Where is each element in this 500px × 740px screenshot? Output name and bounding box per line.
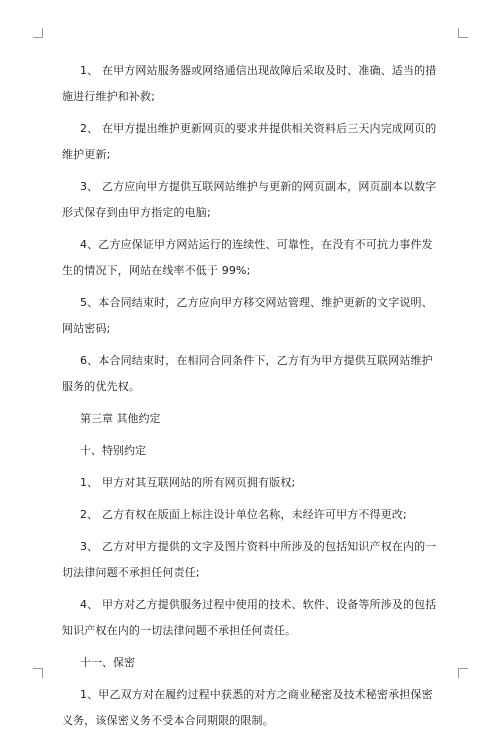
- paragraph-6: 6、本合同结束时，在相同合同条件下，乙方有为甲方提供互联网站维护服务的优先权。: [62, 354, 433, 393]
- section-heading-special-terms: 十、特别约定: [80, 444, 146, 457]
- special-terms-item-3: 3、 乙方对甲方提供的文字及图片资料中所涉及的包括知识产权在内的一切法律问题不承担任何责任;: [62, 540, 437, 579]
- paragraph-2: 2、 在甲方提出维护更新网页的要求并提供相关资料后三天内完成网页的维护更新;: [62, 122, 437, 161]
- section-heading-confidentiality: 十一、保密: [80, 656, 135, 669]
- paragraph-3: 3、 乙方应向甲方提供互联网站维护与更新的网页副本，网页副本以数字形式保存到由甲方指定的电脑;: [62, 180, 437, 219]
- chapter-heading: 第三章 其他约定: [80, 412, 161, 425]
- crop-mark-bottom-right: [458, 668, 468, 678]
- crop-mark-bottom-left: [33, 668, 43, 678]
- paragraph-5: 5、本合同结束时，乙方应向甲方移交网站管理、维护更新的文字说明、网站密码;: [62, 296, 433, 335]
- confidentiality-item-1: 1、甲乙双方对在履约过程中获悉的对方之商业秘密及技术秘密承担保密义务，该保密义务不受本合同期限的限制。: [62, 688, 433, 727]
- paragraph-4: 4、乙方应保证甲方网站运行的连续性、可靠性，在没有不可抗力事件发生的情况下，网站在线率不低于 99%;: [62, 238, 433, 277]
- paragraph-1: 1、 在甲方网站服务器或网络通信出现故障后采取及时、准确、适当的措施进行维护和补救;: [62, 64, 437, 103]
- document-body: [62, 58, 440, 740]
- crop-mark-top-right: [458, 28, 468, 38]
- special-terms-item-4: 4、 甲方对乙方提供服务过程中使用的技术、软件、设备等所涉及的包括知识产权在内的一切法律问题不承担任何责任。: [62, 598, 437, 637]
- special-terms-item-1: 1、 甲方对其互联网站的所有网页拥有版权;: [80, 476, 296, 489]
- crop-mark-top-left: [33, 28, 43, 38]
- special-terms-item-2: 2、 乙方有权在版面上标注设计单位名称，未经许可甲方不得更改;: [80, 508, 407, 521]
